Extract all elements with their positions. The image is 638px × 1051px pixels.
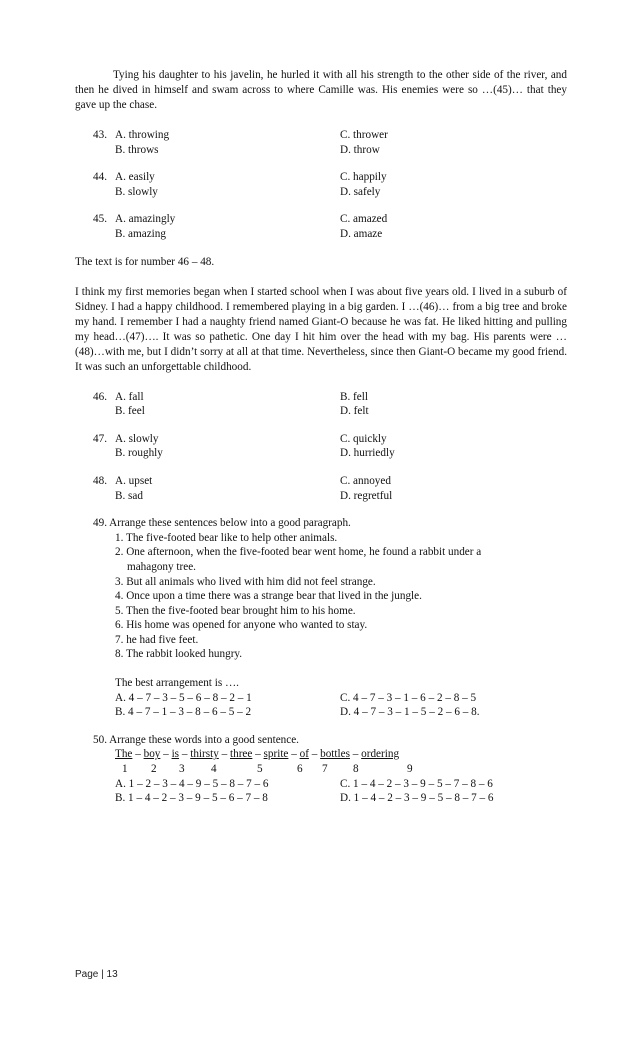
word-number: 7: [322, 763, 328, 776]
question-48: [93, 474, 567, 503]
option-d: D. regretful: [340, 489, 393, 502]
sentence-2: 2. One afternoon, when the five-footed bear went home, he found a rabbit under a: [115, 546, 482, 559]
option-a: A. 1 – 2 – 3 – 4 – 9 – 5 – 8 – 7 – 6: [115, 777, 269, 790]
question-43: [93, 128, 567, 157]
word-number: 1: [122, 763, 128, 776]
word-number: 3: [179, 763, 185, 776]
question-number: 47.: [93, 432, 107, 445]
word-8: bottles: [320, 748, 350, 761]
word-number: 6: [297, 763, 303, 776]
question-44: [93, 170, 567, 199]
option-c: C. quickly: [340, 432, 387, 445]
sentence-2-continued: mahagony tree.: [127, 560, 196, 573]
word-number: 4: [211, 763, 217, 776]
word-list: The – boy – is – thirsty – three – sprite – of – bottles – ordering: [115, 748, 400, 761]
option-d: D. 1 – 4 – 2 – 3 – 9 – 5 – 8 – 7 – 6: [340, 792, 494, 805]
word-9: ordering: [361, 748, 400, 761]
sentence-1: 1. The five-footed bear like to help other animals.: [115, 531, 338, 544]
option-c: C. 1 – 4 – 2 – 3 – 9 – 5 – 7 – 8 – 6: [340, 777, 493, 790]
word-3: is: [171, 748, 180, 761]
option-d: D. throw: [340, 143, 380, 156]
option-b: B. throws: [115, 143, 159, 156]
option-d: D. 4 – 7 – 3 – 1 – 5 – 2 – 6 – 8.: [340, 706, 480, 719]
option-a: A. 4 – 7 – 3 – 5 – 6 – 8 – 2 – 1: [115, 691, 252, 704]
word-number: 5: [257, 763, 263, 776]
option-a: A. throwing: [115, 129, 170, 141]
option-c: C. annoyed: [340, 474, 391, 487]
question-47: [93, 432, 567, 461]
option-a: A. upset: [115, 474, 153, 487]
question-number: 44.: [93, 171, 107, 184]
question-prompt: 50. Arrange these words into a good sentence.: [93, 733, 299, 746]
word-numbers: [115, 762, 567, 777]
sentence-6: 6. His home was opened for anyone who wanted to stay.: [115, 619, 368, 632]
word-5: three: [230, 748, 253, 761]
question-number: 43.: [93, 129, 107, 141]
question-number: 45.: [93, 213, 107, 226]
question-46: [93, 390, 567, 419]
word-6: sprite: [263, 748, 289, 761]
option-c: B. fell: [340, 390, 368, 403]
option-c: C. amazed: [340, 213, 388, 226]
option-a: A. slowly: [115, 432, 159, 445]
word-number: 2: [151, 763, 157, 776]
page-footer: Page | 13: [75, 969, 118, 980]
option-c: C. thrower: [340, 129, 388, 141]
option-a: A. fall: [115, 390, 144, 403]
option-b: B. feel: [115, 405, 145, 418]
option-a: A. easily: [115, 171, 155, 184]
sentence-4: 4. Once upon a time there was a strange bear that lived in the jungle.: [115, 590, 422, 603]
word-number: 8: [353, 763, 359, 776]
question-49: [93, 516, 567, 720]
option-d: D. hurriedly: [340, 447, 395, 460]
sentence-5: 5. Then the five-footed bear brought him to his home.: [115, 604, 356, 617]
option-d: D. amaze: [340, 227, 383, 240]
word-2: boy: [143, 748, 161, 761]
option-a: A. amazingly: [115, 213, 176, 226]
option-b: B. roughly: [115, 447, 163, 460]
word-number: 9: [407, 763, 413, 776]
question-50: [93, 733, 567, 806]
sentence-8: 8. The rabbit looked hungry.: [115, 648, 243, 661]
question-number: 48.: [93, 474, 107, 487]
option-b: B. amazing: [115, 227, 166, 240]
section-label: The text is for number 46 – 48.: [75, 255, 215, 268]
best-arrangement-label: The best arrangement is ….: [115, 677, 239, 690]
sentence-7: 7. he had five feet.: [115, 633, 199, 646]
intro-passage: Tying his daughter to his javelin, he hurled it with all his strength to the other side of the river, and then he dived in himself and swam across to where Camille was. His enemies were so …(45)… that they gave up the chase.: [75, 69, 567, 111]
option-b: B. 1 – 4 – 2 – 3 – 9 – 5 – 6 – 7 – 8: [115, 792, 268, 805]
option-c: C. 4 – 7 – 3 – 1 – 6 – 2 – 8 – 5: [340, 691, 477, 704]
option-b: B. slowly: [115, 185, 158, 198]
question-45: [93, 212, 567, 241]
option-d: D. safely: [340, 185, 381, 198]
word-7: of: [299, 748, 309, 761]
sentence-3: 3. But all animals who lived with him did not feel strange.: [115, 575, 376, 588]
document-page: [75, 68, 567, 806]
question-number: 46.: [93, 390, 107, 403]
option-b: B. 4 – 7 – 1 – 3 – 8 – 6 – 5 – 2: [115, 706, 252, 719]
question-prompt: 49. Arrange these sentences below into a good paragraph.: [93, 517, 351, 530]
option-b: B. sad: [115, 489, 143, 502]
option-d: D. felt: [340, 405, 369, 418]
passage-46-48: I think my first memories began when I started school when I was about five years old. I lived in a suburb of Sidney. I had a happy childhood. I remembered playing in a big garden. I …(46)… from a big tree and broke my hand. I remember I had a naughty friend named Giant-O because he was fat. He liked hitting and pulling my head…(47)…. It was so pathetic. One day I hit him over the head with my bag. His parents were …(48)…with me, but I didn’t sorry at all at that time. Nevertheless, since then Giant-O became my good friend. It was such an unforgettable childhood.: [75, 285, 567, 373]
option-c: C. happily: [340, 171, 387, 184]
word-1: The: [115, 748, 133, 761]
word-4: thirsty: [190, 748, 219, 761]
